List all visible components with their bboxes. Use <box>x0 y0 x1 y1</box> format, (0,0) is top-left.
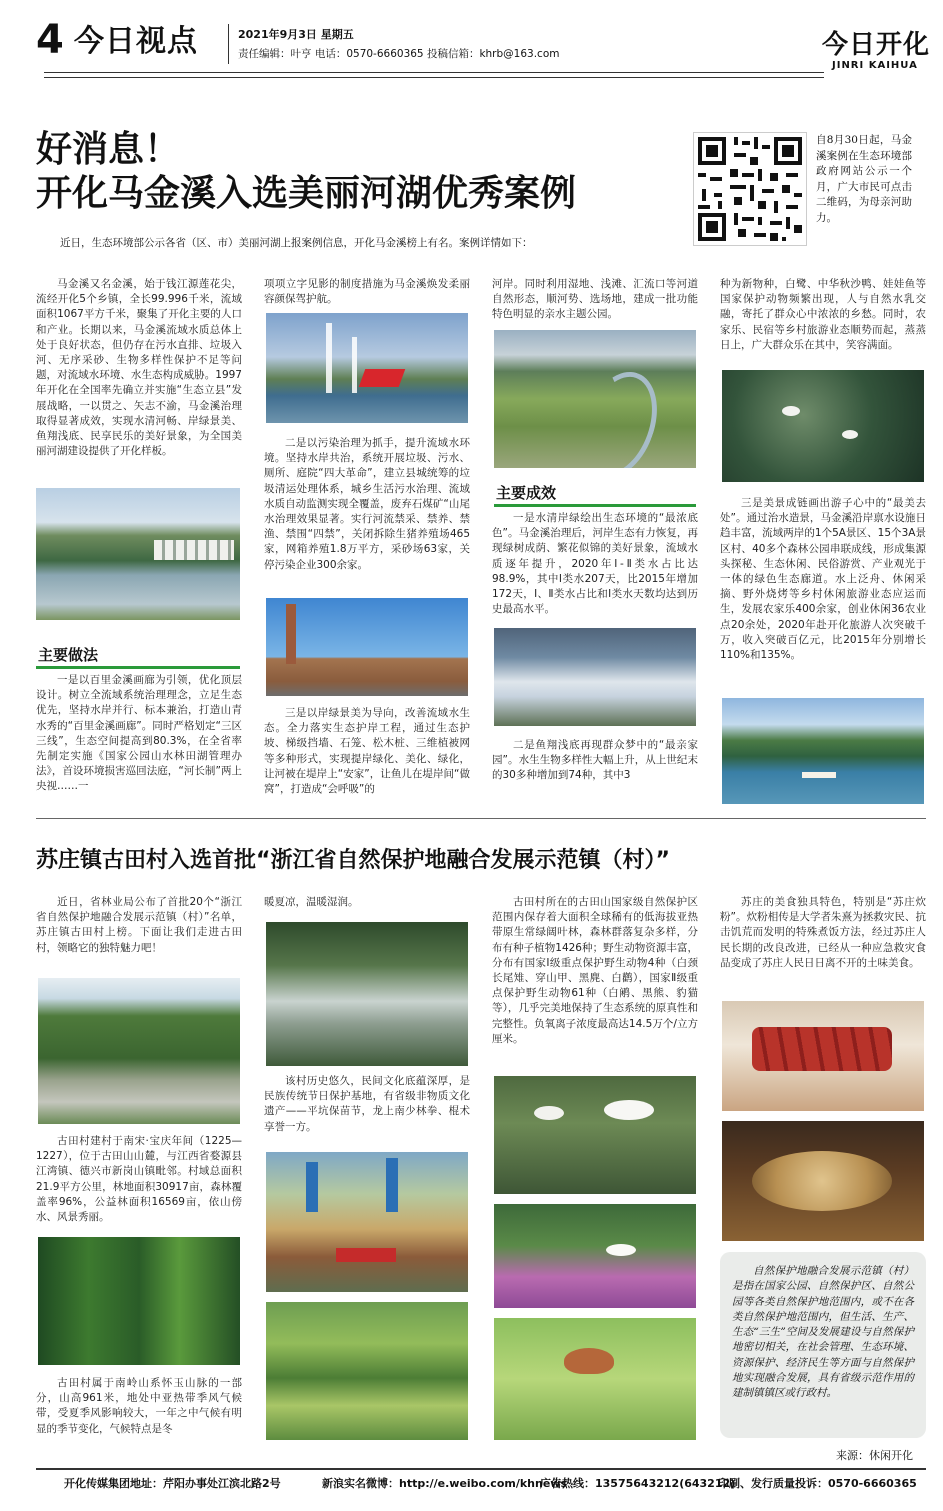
a1-col2-p3: 三是以岸绿景美为导向，改善流域水生态。全力落实生态护岸工程，通过生态护坡、梯级挡墙、石笼、松木桩、三维植被网等多种形式，实现提岸绿化、美化、绿化，让河被在堤岸上“安家”，让鱼儿在堤岸间“做窝”，打造成“会呼吸”的 <box>264 707 470 796</box>
a2-col2-p2: 该村历史悠久，民间文化底蕴深厚，是民族传统节日保护基地，有省级非物质文化遗产——平坑保苗节，龙上南少林拳、棍术享誉一方。 <box>264 1075 470 1133</box>
a1-col2-p2: 二是以污染治理为抓手，提升流域水环境。坚持水岸共治，系统开展垃圾、污水、厕所、庭院“四大革命”，建立县城统筹的垃圾清运处理体系，城乡生活污水治理、流域水质自动监测实现全覆盖，废弃石煤矿“山尾水治理效果显著。实行河流禁采、禁养、禁渔、禁围“四禁”，关闭拆除生猪养殖场465家，网箱养殖1.8万平方，采砂场63家，关停污染企业300余家。 <box>264 437 470 571</box>
festival-banner-1 <box>306 1162 318 1212</box>
egret-shape-2 <box>842 430 858 439</box>
river-boat-photo <box>722 698 924 804</box>
cloud-sea-photo <box>494 628 696 726</box>
masthead-rule <box>44 72 824 78</box>
footer-print-complaint: 印刷、发行质量投诉：0570-6660365 <box>718 1477 917 1490</box>
a2-col1-p1: 近日，省林业局公布了首批20个“浙江省自然保护地融合发展示范镇（村）”名单，苏庄镇古田村上榜。下面让我们走进古田村，领略它的独特魅力吧！ <box>36 896 242 954</box>
chimney-shape <box>286 604 296 664</box>
red-flag-shape <box>359 369 406 387</box>
headline-line1: 好消息！ <box>36 129 181 170</box>
a1-col1-p1: 马金溪又名金溪，始于钱江源莲花尖，流经开化5个乡镇，全长99.996千米，流域面积1067平方千米，聚集了开化主要的人口和产业。长期以来，马金溪流域水质总体上处于良好状态，但仍存在污水直排、垃圾入河、无序采砂、生物多样性保护不足等问题，对流域水环境、水生态构成威胁。1997年开化在全国率先确立并实施“生态立县”发展战略，一以贯之、矢志不渝，马金溪治理取得显著成效，实现水清河畅、岸绿景美、鱼翔浅底、民享民乐的美好景象，为全国美丽河湖建设提供了开化样板。 <box>36 278 242 458</box>
a2-col1-p3: 古田村属于南岭山系怀玉山脉的一部分，山高961米，地处中亚热带季风气候带，受夏季风影响较大，一年之中气候有明显的季节变化，气候特点是冬 <box>36 1377 242 1435</box>
footer-ad-hotline: 广告热线：13575643212(643212) <box>540 1477 736 1490</box>
sub-heading-bar <box>36 666 240 669</box>
sub-heading-bar <box>494 504 696 507</box>
festival-banner-2 <box>386 1158 398 1212</box>
steamer-food <box>752 1151 892 1211</box>
village-stream-photo <box>38 978 240 1124</box>
pheasants-photo <box>494 1076 696 1194</box>
kestrel-photo <box>494 1318 696 1440</box>
article1-lead: 近日，生态环境部公示各省（区、市）美丽河湖上报案例信息，开化马金溪榜上有名。案例详情如下： <box>60 237 533 249</box>
egret-shape <box>606 1244 636 1256</box>
masthead-divider <box>228 24 229 64</box>
fountain-jet-left <box>326 323 332 393</box>
egret-flowers-photo <box>494 1204 696 1308</box>
qr-code[interactable] <box>693 132 807 246</box>
factory-photo <box>266 598 468 696</box>
page-number: 4 <box>36 17 64 63</box>
footer-weibo[interactable]: 新浪实名微博：http://e.weibo.com/khnews <box>322 1477 568 1490</box>
fountain-jet-right <box>352 337 357 393</box>
a1-col1-p2: 一是以百里金溪画廊为引领，优化顶层设计。树立全流域系统治理理念，立足生态优先，坚持水岸并行、标本兼治，打造山青水秀的“百里金溪画廊”。同时严格划定“三区三线”，生态空间提高到80.3%，在全省率先制定实施《国家公园山水林田湖管理办法》，首设环境损害巡回法庭，“河长制”两上央视……一 <box>36 674 242 793</box>
a1-col4-p2: 三是美景成链画出游子心中的“最美去处”。通过治水造景，马金溪沿岸禀水设施日趋丰富，流域两岸的1个5A景区、15个3A景区村、40多个森林公园串联成线，形成集源头探秘、生态休闲、民俗游赏、产业观光于一体的绿色生态廊道。水上泛舟、休闲采摘、野外烧烤等乡村休闲旅游业态应运而生，发展农家乐400余家，创业休闲36农业点20余处，2020年赴开化旅游人次突破千万，收入突破百亿元，比2015年分别增长110%和135%。 <box>720 497 926 662</box>
a1-col3-p1: 河岸。同时利用湿地、浅滩、汇流口等河道自然形态，顺河势、选场地，建成一批功能特色明显的亲水主题公园。 <box>492 278 698 321</box>
food-dish-photo-1 <box>722 1001 924 1111</box>
river-curve <box>567 361 670 468</box>
egret-shape-1 <box>782 406 800 416</box>
brand-english: JINRI KAIHUA <box>832 60 918 71</box>
terraced-fields-photo <box>266 1302 468 1440</box>
editor-line: 责任编辑：叶亨 电话：0570-6660365 投稿信箱：khrb@163.com <box>238 48 560 60</box>
a2-col2-p1: 暖夏凉，温暖湿润。 <box>264 896 359 908</box>
bird-shape <box>564 1348 614 1374</box>
valley-aerial-photo <box>494 330 696 468</box>
qr-caption: 自8月30日起，马金溪案例在生态环境部政府网站公示一个月，广大市民可点击二维码，为母亲河助力。 <box>816 134 912 224</box>
sub-heading-measures: 主要做法 <box>38 646 99 664</box>
mountain-stream-photo <box>266 922 468 1066</box>
note-box <box>720 1252 926 1438</box>
article-divider <box>36 818 926 819</box>
article2-headline: 苏庄镇古田村入选首批“浙江省自然保护地融合发展示范镇（村）” <box>36 848 670 873</box>
river-town-houses <box>154 540 234 560</box>
a2-col1-p2: 古田村建村于南宋·宝庆年间（1225—1227），位于古田山山麓，与江西省婺源县江湾镇、德兴市新岗山镇毗邻。村域总面积21.9平方公里，林地面积30917亩，森林覆盖率96%，公益林面积16569亩，依山傍水、风景秀丽。 <box>36 1135 242 1224</box>
brand-logo: 今日开化 <box>822 30 931 60</box>
fountain-photo <box>266 313 468 423</box>
river-town-photo <box>36 488 240 620</box>
a2-col4-p1: 苏庄的美食独具特色，特别是“苏庄炊粉”。炊粉相传是大学者朱熹为拯救灾民、抗击饥荒而发明的特殊煮饭方法，经过苏庄人民长期的改良改进，已经从一种应急救灾食品变成了苏庄人民日日离不开的土味美食。 <box>720 896 926 969</box>
food-dish-photo-2 <box>722 1121 924 1241</box>
headline-line2: 开化马金溪入选美丽河湖优秀案例 <box>36 173 577 214</box>
masthead <box>0 0 943 70</box>
pheasant-shape-2 <box>604 1100 654 1120</box>
a2-col3-p1: 古田村所在的古田山国家级自然保护区范围内保存着大面积全球稀有的低海拔亚热带原生常绿阔叶林，森林群落复杂多样，分布有种子植物1426种；野生动物资源丰富，分布有国家Ⅰ级重点保护野生动物4种（白颈长尾雉、穿山甲、黑麂、白鹳），国家Ⅱ级重点保护野生动物61种（白鹇、黑熊、豹猫等），几乎完美地保持了生态系统的原真性和完整性。负氧离子浓度最高达14.5万个/立方厘米。 <box>492 896 698 1045</box>
date-line: 2021年9月3日 星期五 <box>238 28 354 41</box>
note-box-text: 自然保护地融合发展示范镇（村）是指在国家公园、自然保护区、自然公园等各类自然保护地范围内，或不在各类自然保护地范围内，但生活、生产、生态“三生”空间及发展建设与自然保护地密切相关，在社会管理、生态环境、资源保护、经济民生等方面与自然保护地实现融合发展，具有省级示范作用的建制镇镇区或行政村。 <box>732 1265 914 1400</box>
sub-heading-results: 主要成效 <box>496 484 557 502</box>
food-slices <box>752 1027 892 1071</box>
a1-col2-p1: 项项立字见影的制度措施为马金溪焕发柔丽容颜保驾护航。 <box>264 278 470 306</box>
section-title: 今日视点 <box>74 24 198 59</box>
festival-photo <box>266 1152 468 1292</box>
a1-col3-p2: 一是水清岸绿绘出生态环境的“最浓底色”。马金溪治理后，河岸生态有力恢复，再现绿树成荫、繁花似锦的美好景象，流域水质逐年提升，2020年Ⅰ-Ⅱ类水占比达98.9%，其中Ⅰ类水207天，比2015年增加172天，Ⅰ、Ⅱ类水占比和Ⅰ类水天数均达到历史最高水平。 <box>492 512 698 616</box>
footer-address: 开化传媒集团地址：芹阳办事处江滨北路2号 <box>64 1477 281 1490</box>
festival-table <box>336 1248 396 1262</box>
egret-forest-photo <box>722 370 924 482</box>
a1-col4-p1: 种为新物种，白鹭、中华秋沙鸭、娃娃鱼等国家保护动物频繁出现，人与自然水乳交融，寄托了群众心中浓浓的乡愁。同时，农家乐、民宿等乡村旅游业态顺势而起，蒸蒸日上，广大群众乐在其中，笑容满面。 <box>720 278 926 351</box>
source-credit: 来源：休闲开化 <box>836 1449 913 1462</box>
pheasant-shape-1 <box>534 1106 564 1120</box>
footer-rule <box>36 1468 926 1470</box>
forest-trees-photo <box>38 1237 240 1365</box>
boat-shape <box>802 772 836 778</box>
a1-col3-p3: 二是鱼翔浅底再现群众梦中的“最亲家园”。水生生物多样性大幅上升，从上世纪末的30多种增加到74种，其中3 <box>492 739 698 782</box>
qr-code-graphic <box>694 133 806 245</box>
